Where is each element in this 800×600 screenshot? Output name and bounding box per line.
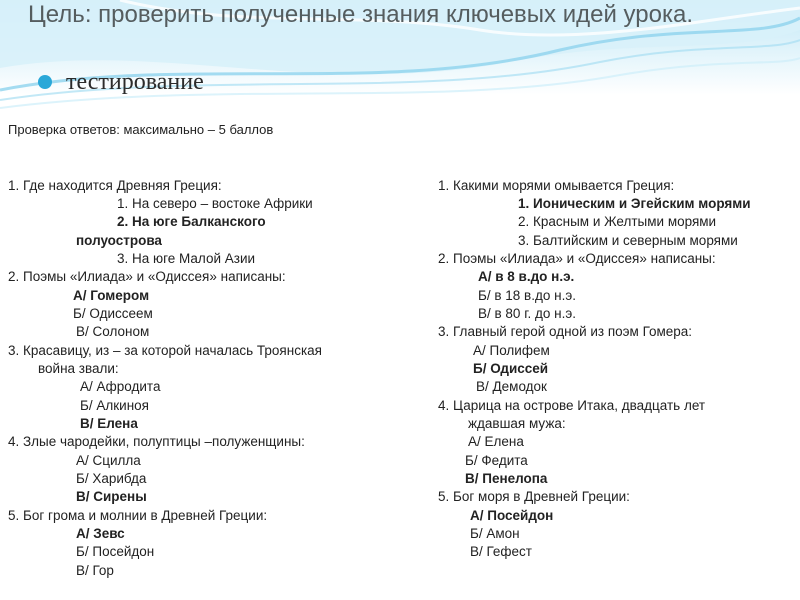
answer-option: Б/ Алкиноя bbox=[80, 398, 149, 413]
answer-option: Б/ Посейдон bbox=[76, 544, 155, 559]
answer-option-correct: полуострова bbox=[76, 233, 162, 248]
answer-option: В/ Гор bbox=[76, 563, 114, 578]
answer-option-correct: 1. Ионическим и Эгейским морями bbox=[518, 196, 751, 211]
answer-option: Б/ в 18 в.до н.э. bbox=[478, 288, 576, 303]
answer-option: А/ Полифем bbox=[473, 343, 550, 358]
answer-option-correct: А/ Зевс bbox=[76, 526, 125, 541]
answer-option: В/ Солоном bbox=[76, 324, 150, 339]
question-text: 5. Бог моря в Древней Греции: bbox=[438, 489, 630, 504]
answer-option-correct: В/ Елена bbox=[80, 416, 138, 431]
answer-option: Б/ Федита bbox=[465, 453, 528, 468]
answer-option: А/ Елена bbox=[468, 434, 524, 449]
answer-option-correct: А/ Посейдон bbox=[470, 508, 554, 523]
question-text: 4. Злые чародейки, полуптицы –полуженщины: bbox=[8, 434, 305, 449]
question-text: 2. Поэмы «Илиада» и «Одиссея» написаны: bbox=[8, 269, 286, 284]
answer-option: В/ Гефест bbox=[470, 544, 532, 559]
answer-option-correct: А/ Гомером bbox=[73, 288, 150, 303]
answer-option: Б/ Амон bbox=[470, 526, 520, 541]
answer-option: 3. На юге Малой Азии bbox=[117, 251, 256, 266]
answer-option: А/ Сцилла bbox=[76, 453, 141, 468]
check-answers-line: Проверка ответов: максимально – 5 баллов bbox=[8, 122, 274, 137]
answer-option-correct: В/ Пенелопа bbox=[465, 471, 548, 486]
answer-option: В/ в 80 г. до н.э. bbox=[478, 306, 576, 321]
question-text: 4. Царица на острове Итака, двадцать лет bbox=[438, 398, 706, 413]
bullet-text: тестирование bbox=[66, 68, 204, 95]
bullet-dot-icon bbox=[38, 75, 52, 89]
question-text: 1. Где находится Древняя Греция: bbox=[8, 178, 222, 193]
answer-option: В/ Демодок bbox=[476, 379, 547, 394]
answer-option-correct: А/ в 8 в.до н.э. bbox=[478, 269, 575, 284]
answer-option-correct: Б/ Одиссей bbox=[473, 361, 549, 376]
bullet-item bbox=[38, 67, 204, 97]
answer-option: 1. На северо – востоке Африки bbox=[117, 196, 313, 211]
answer-option-correct: 2. На юге Балканского bbox=[117, 214, 266, 229]
question-text: 5. Бог грома и молнии в Древней Греции: bbox=[8, 508, 268, 523]
answer-option: 2. Красным и Желтыми морями bbox=[518, 214, 717, 229]
answer-option: Б/ Одиссеем bbox=[73, 306, 153, 321]
question-text: ждавшая мужа: bbox=[468, 416, 566, 431]
question-text: 3. Красавицу, из – за которой началась Троянская bbox=[8, 343, 322, 358]
answer-option-correct: В/ Сирены bbox=[76, 489, 147, 504]
answer-option: Б/ Харибда bbox=[76, 471, 147, 486]
question-text: 2. Поэмы «Илиада» и «Одиссея» написаны: bbox=[438, 251, 716, 266]
answer-option: А/ Афродита bbox=[80, 379, 161, 394]
question-text: война звали: bbox=[38, 361, 119, 376]
page-title: Цель: проверить полученные знания ключевых идей урока. bbox=[28, 1, 694, 28]
answer-option: 3. Балтийским и северным морями bbox=[518, 233, 738, 248]
question-text: 1. Какими морями омывается Греция: bbox=[438, 178, 675, 193]
question-text: 3. Главный герой одной из поэм Гомера: bbox=[438, 324, 693, 339]
